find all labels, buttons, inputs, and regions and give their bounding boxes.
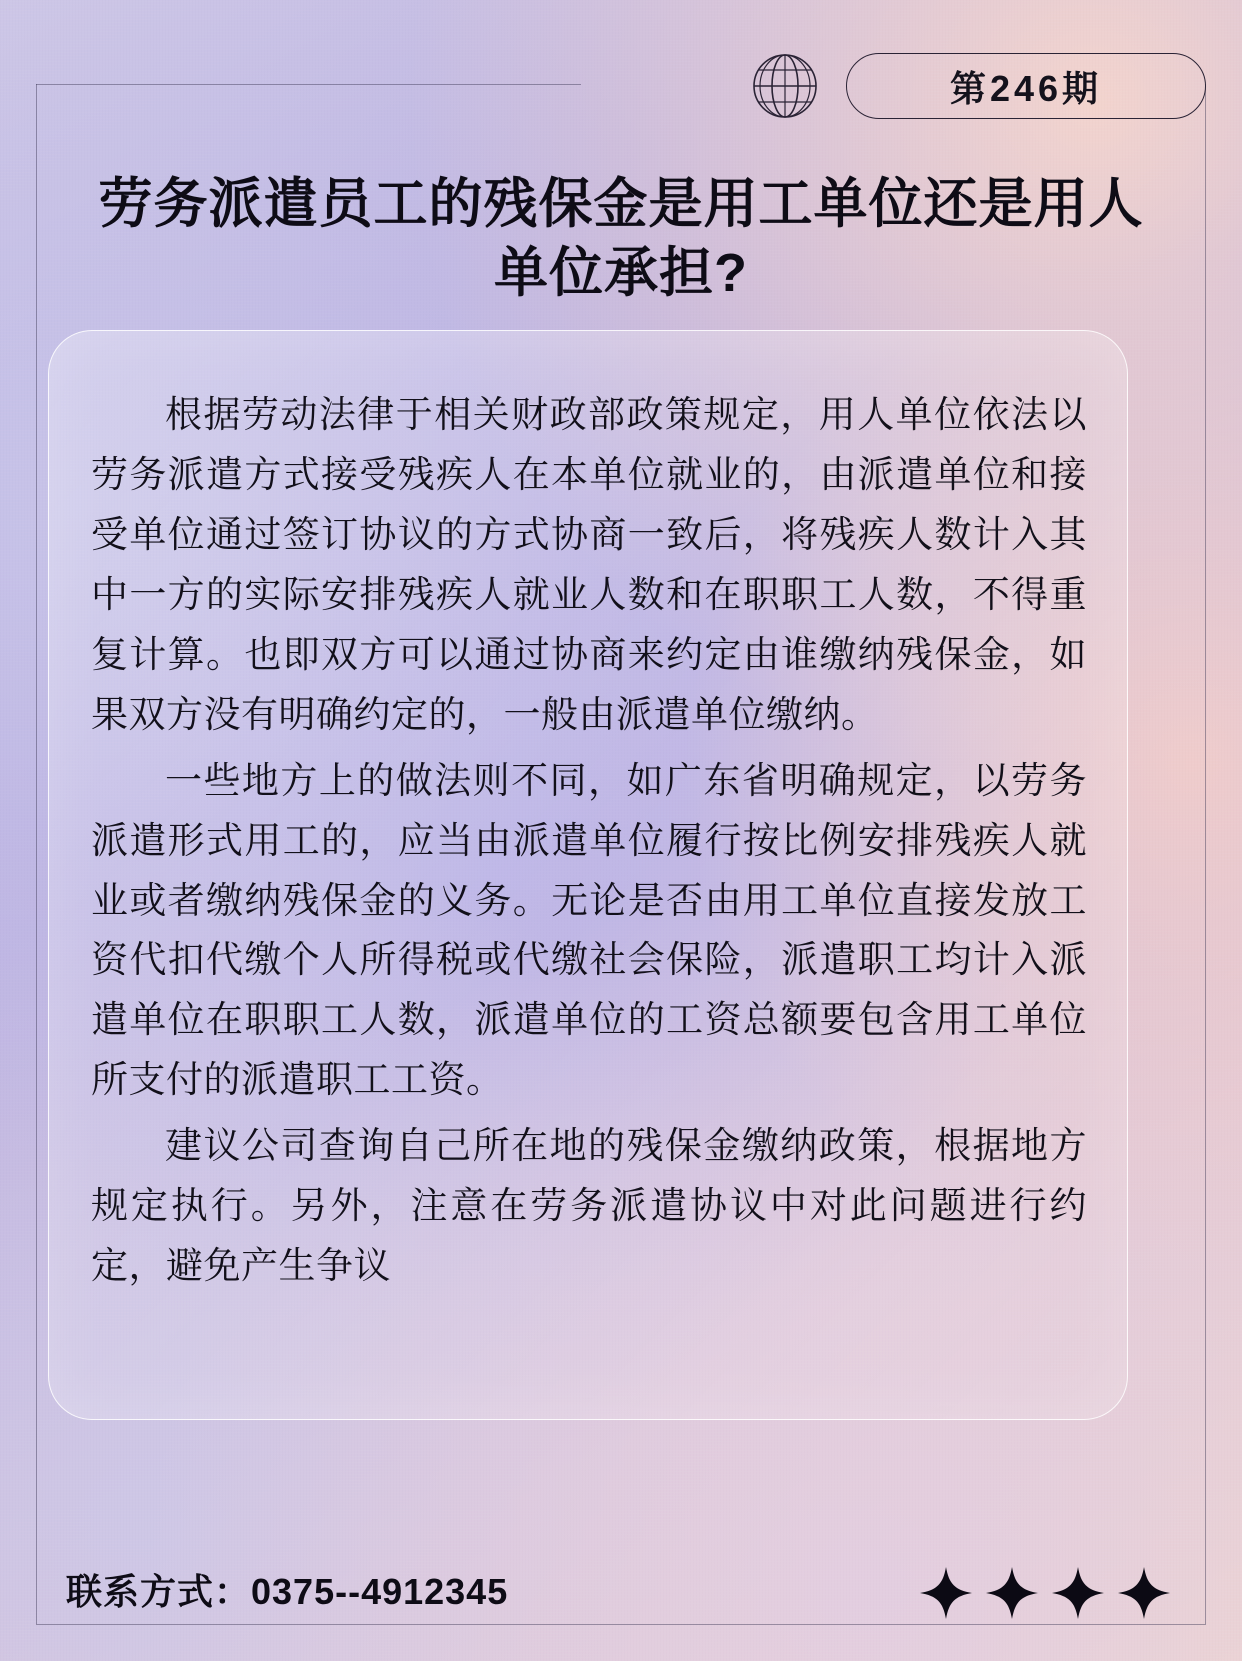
body-paragraph: 根据劳动法律于相关财政部政策规定，用人单位依法以劳务派遣方式接受残疾人在本单位就业的，由派遣单位和接受单位通过签订协议的方式协商一致后，将残疾人数计入其中一方的实际安排残疾人就业人数和在职职工人数，不得重复计算。也即双方可以通过协商来约定由谁缴纳残保金，如果双方没有明确约定的，一般由派遣单位缴纳。 xyxy=(91,394,1087,735)
sparkle-decoration xyxy=(918,1565,1172,1621)
content-card xyxy=(48,330,1128,1420)
frame-left-border xyxy=(36,84,37,1624)
sparkle-icon xyxy=(1116,1565,1172,1621)
page-title: 劳务派遣员工的残保金是用工单位还是用人单位承担? xyxy=(98,174,1144,304)
frame-right-border xyxy=(1205,84,1206,1624)
body-paragraph: 建议公司查询自己所在地的残保金缴纳政策，根据地方规定执行。另外，注意在劳务派遣协议中对此问题进行约定，避免产生争议 xyxy=(91,1125,1087,1287)
poster-header xyxy=(36,52,1206,120)
body-paragraph: 一些地方上的做法则不同，如广东省明确规定，以劳务派遣形式用工的，应当由派遣单位履行按比例安排残疾人就业或者缴纳残保金的义务。无论是否由用工单位直接发放工资代扣代缴个人所得税或代缴社会保险，派遣职工均计入派遣单位在职职工人数，派遣单位的工资总额要包含用工单位所支付的派遣职工工资。 xyxy=(91,759,1087,1101)
contact-info: 联系方式：0375--4912345 xyxy=(66,1571,509,1612)
issue-label: 第246期 xyxy=(949,67,1103,109)
globe-icon xyxy=(752,53,818,119)
issue-badge xyxy=(846,53,1206,119)
sparkle-icon xyxy=(918,1565,974,1621)
frame-bottom-border xyxy=(36,1624,1206,1625)
sparkle-icon xyxy=(984,1565,1040,1621)
sparkle-icon xyxy=(1050,1565,1106,1621)
